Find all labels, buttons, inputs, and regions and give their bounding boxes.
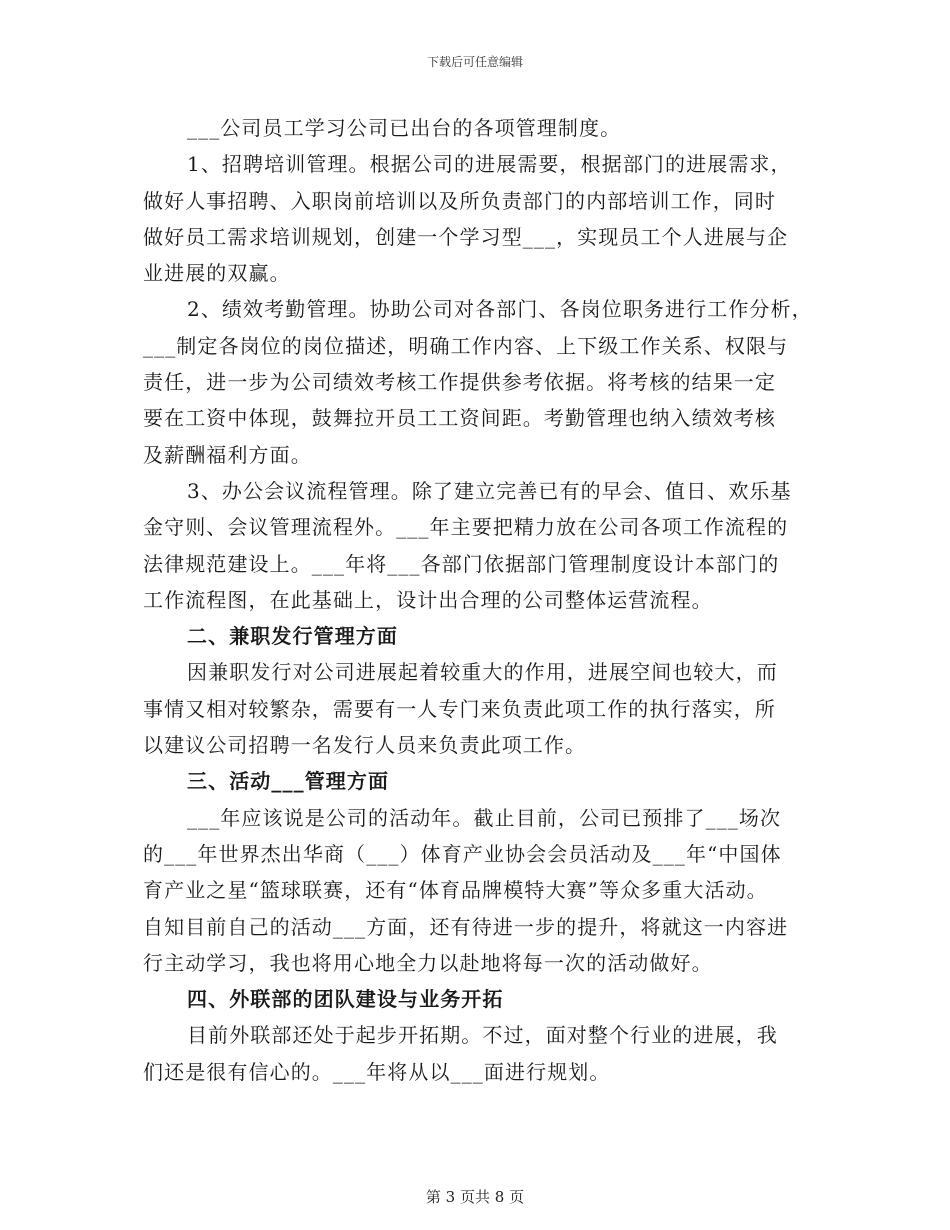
text-line: 金守则、会议管理流程外。___年主要把精力放在公司各项工作流程的 bbox=[143, 515, 789, 540]
text-line: 3、办公会议流程管理。除了建立完善已有的早会、值日、欢乐基 bbox=[187, 478, 792, 503]
section-heading: 二、兼职发行管理方面 bbox=[187, 624, 398, 649]
section-heading: 三、活动___管理方面 bbox=[187, 769, 390, 794]
page-footer: 第 3 页共 8 页 bbox=[425, 1188, 525, 1206]
text-line: 法律规范建设上。___年将___各部门依据部门管理制度设计本部门的 bbox=[143, 551, 780, 576]
text-line: 要在工资中体现，鼓舞拉开员工工资间距。考勤管理也纳入绩效考核 bbox=[143, 406, 776, 431]
text-line: 以建议公司招聘一名发行人员来负责此项工作。 bbox=[143, 733, 587, 758]
text-line: 的___年世界杰出华商（___）体育产业协会会员活动及___年“中国体 bbox=[143, 841, 782, 866]
text-line: 1、招聘培训管理。根据公司的进展需要，根据部门的进展需求， bbox=[187, 152, 792, 177]
text-line: 事情又相对较繁杂，需要有一人专门来负责此项工作的执行落实，所 bbox=[143, 696, 776, 721]
text-line: 行主动学习，我也将用心地全力以赴地将每一次的活动做好。 bbox=[143, 950, 713, 975]
text-line: 责任，进一步为公司绩效考核工作提供参考依据。将考核的结果一定 bbox=[143, 370, 776, 395]
text-line: ___年应该说是公司的活动年。截止目前，公司已预排了___场次 bbox=[187, 805, 782, 830]
document-body bbox=[143, 110, 813, 1090]
text-line: 做好员工需求培训规划，创建一个学习型___，实现员工个人进展与企 bbox=[143, 224, 789, 249]
text-line: 自知目前自己的活动___方面，还有待进一步的提升，将就这一内容进 bbox=[143, 914, 789, 939]
section-heading: 四、外联部的团队建设与业务开拓 bbox=[187, 987, 504, 1012]
text-line: 业进展的双赢。 bbox=[143, 261, 291, 286]
text-line: 因兼职发行对公司进展起着较重大的作用，进展空间也较大，而 bbox=[187, 660, 778, 685]
text-line: 育产业之星“篮球联赛，还有“体育品牌模特大赛”等众多重大活动。 bbox=[143, 878, 768, 903]
text-line: ___制定各岗位的岗位描述，明确工作内容、上下级工作关系、权限与 bbox=[143, 333, 789, 358]
text-line: 2、绩效考勤管理。协助公司对各部门、各岗位职务进行工作分析， bbox=[187, 297, 813, 322]
text-line: ___公司员工学习公司已出台的各项管理制度。 bbox=[187, 116, 622, 140]
text-line: 们还是很有信心的。___年将从以___面进行规划。 bbox=[143, 1059, 611, 1084]
text-line: 工作流程图，在此基础上，设计出合理的公司整体运营流程。 bbox=[143, 587, 713, 612]
text-line: 目前外联部还处于起步开拓期。不过，面对整个行业的进展，我 bbox=[187, 1023, 778, 1048]
page-header: 下载后可任意编辑 bbox=[426, 55, 523, 69]
text-line: 做好人事招聘、入职岗前培训以及所负责部门的内部培训工作，同时 bbox=[143, 188, 776, 213]
text-line: 及薪酬福利方面。 bbox=[143, 442, 312, 467]
